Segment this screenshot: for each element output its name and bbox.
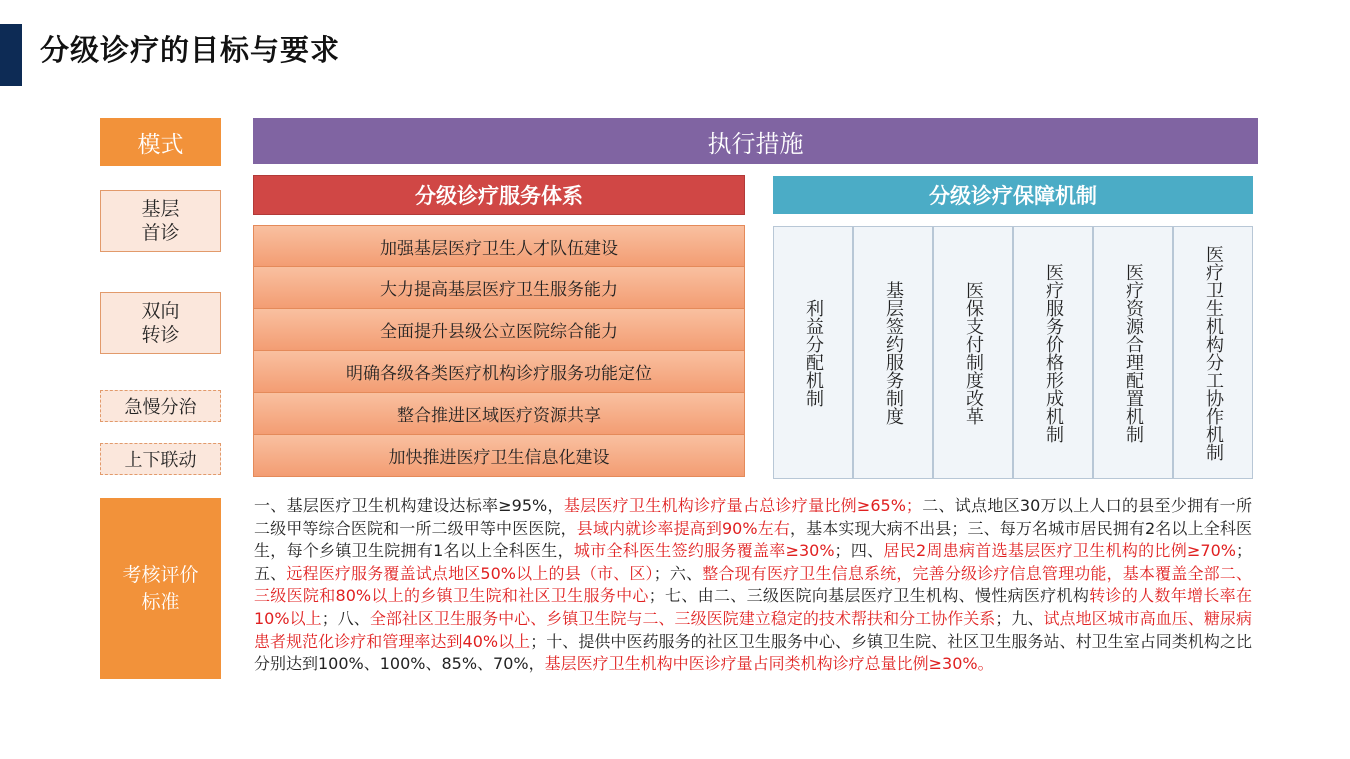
exec-measures-header: 执行措施 [253,118,1258,164]
eval-segment-highlight: 远程医疗服务覆盖试点地区50%以上的县（市、区） [286,563,654,583]
evaluation-label [100,498,221,679]
guarantee-mechanism-header: 分级诊疗保障机制 [773,176,1253,214]
service-item: 大力提高基层医疗卫生服务能力 [253,267,745,309]
eval-segment-highlight: 全部社区卫生服务中心、乡镇卫生院与二、三级医院建立稳定的技术帮扶和分工协作关系 [369,608,996,628]
eval-segment: ；五、 [254,541,1252,583]
mode-item-label: 双向 转诊 [141,300,180,346]
eval-segment-highlight: 城市全科医生签约服务覆盖率≥30% [573,541,835,561]
mode-item-two-way-referral [100,292,221,354]
guarantee-item: 医疗资源合理配置机制 [1093,226,1173,479]
page-title: 分级诊疗的目标与要求 [40,33,341,67]
eval-segment-highlight: 基层医疗卫生机构中医诊疗量占同类机构诊疗总量比例≥30%。 [544,654,994,674]
service-item: 加强基层医疗卫生人才队伍建设 [253,225,745,267]
eval-segment: ；四、 [834,541,884,561]
eval-segment: ；九、 [995,608,1044,628]
mode-item-label: 基层 首诊 [141,198,180,244]
title-accent-bar [0,24,22,86]
service-item: 全面提升县级公立医院综合能力 [253,309,745,351]
evaluation-label-text: 考核评价 标准 [122,563,199,613]
mode-item-label: 上下联动 [124,450,197,471]
mode-label: 模式 [100,118,221,166]
eval-segment: ；七、由二、三级医院向基层医疗卫生机构、慢性病医疗机构 [648,586,1090,606]
eval-segment: 一、基层医疗卫生机构建设达标率≥95%， [254,496,564,515]
guarantee-item: 医保支付制度改革 [933,226,1013,479]
evaluation-criteria-text [254,495,1252,676]
service-item: 明确各级各类医疗机构诊疗服务功能定位 [253,351,745,393]
guarantee-item: 基层签约服务制度 [853,226,933,479]
mode-item-label: 急慢分治 [124,397,197,418]
service-system-list [253,225,745,477]
eval-segment-highlight: 居民2周患病首选基层医疗卫生机构的比例≥70% [883,541,1236,561]
service-system-header: 分级诊疗服务体系 [253,175,745,215]
eval-segment-highlight: 整合现有医疗卫生信息系统，完善分级诊疗信息管理功能，基本覆盖全部二、三级医院和80%以上的乡镇卫生院和社区卫生服务中心 [254,563,1252,606]
guarantee-item: 医疗服务价格形成机制 [1013,226,1093,479]
eval-segment-highlight: 县域内就诊率提高到90%左右 [576,518,790,538]
mode-item-primary-care [100,190,221,252]
eval-segment: ；八、 [321,608,370,628]
eval-segment-highlight: 转诊的人数年增长率在10%以上 [254,586,1252,628]
eval-segment-highlight: 试点地区城市高血压、糖尿病患者规范化诊疗和管理率达到40%以上 [254,608,1252,651]
guarantee-mechanism-list [773,226,1253,479]
service-item: 整合推进区域医疗资源共享 [253,393,745,435]
guarantee-item: 利益分配机制 [773,226,853,479]
mode-item-acute-chronic [100,390,221,422]
service-item: 加快推进医疗卫生信息化建设 [253,435,745,477]
guarantee-item: 医疗卫生机构分工协作机制 [1173,226,1253,479]
eval-segment: ；十、提供中医药服务的社区卫生服务中心、乡镇卫生院、社区卫生服务站、村卫生室占同类机构之比分别达到100%、100%、85%、70%， [254,631,1252,674]
mode-item-linkage [100,443,221,475]
eval-segment: ，基本实现大病不出县；三、每万名城市居民拥有2名以上全科医生，每个乡镇卫生院拥有1名以上全科医生， [254,518,1252,561]
eval-segment: 二、试点地区30万以上人口的县至少拥有一所二级甲等综合医院和一所二级甲等中医医院， [254,496,1252,538]
eval-segment: ；六、 [653,563,703,583]
eval-segment-highlight: 基层医疗卫生机构诊疗量占总诊疗量比例≥65%； [563,496,922,515]
